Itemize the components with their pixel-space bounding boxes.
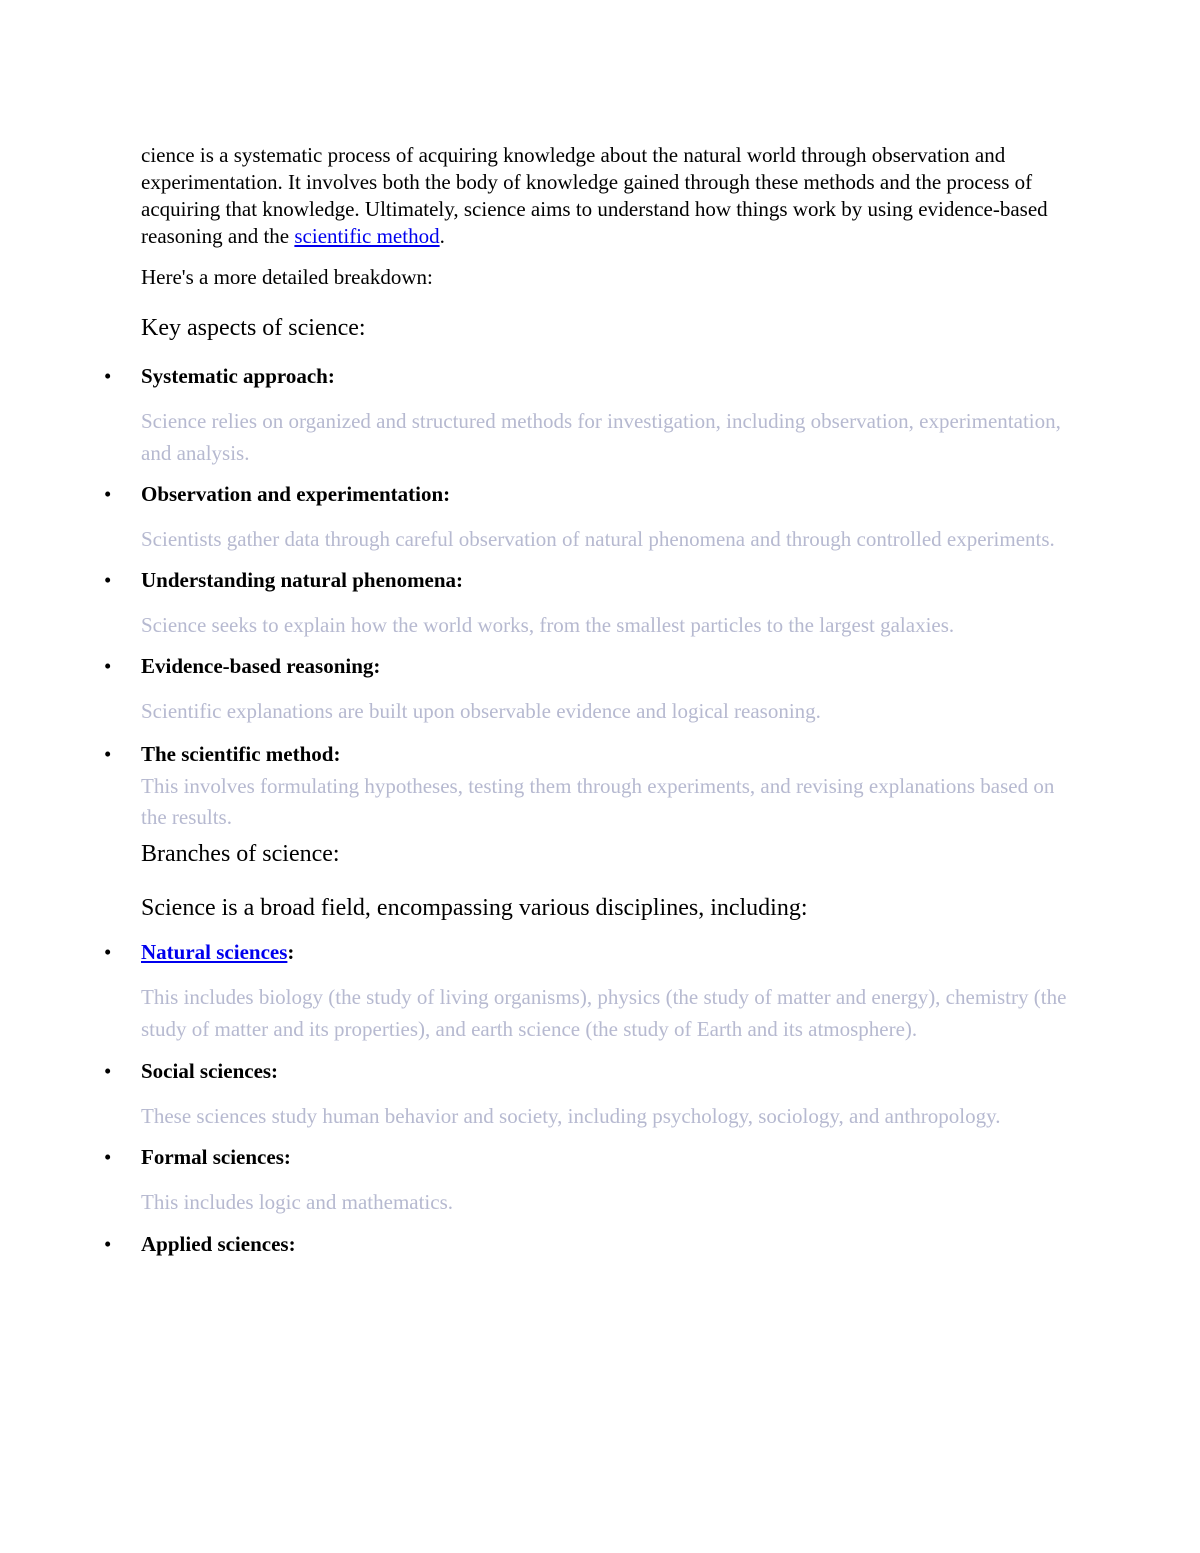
aspect-desc: Science seeks to explain how the world works, from the smallest particles to the largest galaxies.	[141, 613, 955, 637]
aspect-item	[104, 481, 1071, 555]
bullet-icon: •	[104, 742, 112, 766]
aspect-desc: Scientists gather data through careful observation of natural phenomena and through controlled experiments.	[141, 527, 1055, 551]
bullet-icon: •	[104, 654, 112, 678]
aspect-term: Understanding natural phenomena:	[141, 568, 464, 592]
aspect-desc: This involves formulating hypotheses, testing them through experiments, and revising explanations based on the results.	[141, 774, 1055, 829]
bullet-icon: •	[104, 940, 112, 964]
intro-text: cience is a systematic process of acquiring knowledge about the natural world through observation and experimentation. It involves both the body of knowledge gained through these methods and the process of acquiring that knowledge. Ultimately, science aims to understand how things work by using evidence-based reasoning and the	[141, 143, 1048, 248]
branch-item	[104, 1231, 1071, 1258]
branch-term	[141, 939, 1071, 966]
aspect-desc: Scientific explanations are built upon observable evidence and logical reasoning.	[141, 699, 821, 723]
bullet-icon: •	[104, 1145, 112, 1169]
aspect-desc: Science relies on organized and structured methods for investigation, including observation, experimentation, and analysis.	[141, 409, 1061, 465]
branch-desc: This includes biology (the study of living organisms), physics (the study of matter and energy), chemistry (the study of matter and its properties), and earth science (the study of Earth and its atmosphere).	[141, 985, 1067, 1041]
branch-desc: This includes logic and mathematics.	[141, 1190, 454, 1214]
aspects-heading: Key aspects of science:	[141, 315, 366, 341]
branches-heading: Branches of science:	[141, 841, 340, 867]
bullet-icon: •	[104, 1232, 112, 1256]
branch-term: Formal sciences:	[141, 1145, 291, 1169]
aspect-term: The scientific method:	[141, 742, 341, 766]
branch-term-colon: :	[287, 940, 295, 964]
aspect-term: Systematic approach:	[141, 364, 335, 388]
aspect-item	[104, 741, 1071, 833]
aspect-term: Observation and experimentation:	[141, 482, 451, 506]
branches-subheading: Science is a broad field, encompassing various disciplines, including:	[141, 895, 808, 921]
aspect-item	[104, 363, 1071, 469]
intro-paragraph	[141, 142, 1071, 250]
natural-sciences-link[interactable]: Natural sciences	[141, 940, 288, 964]
aspect-term: Evidence-based reasoning:	[141, 654, 381, 678]
bullet-icon: •	[104, 364, 112, 388]
branch-term: Social sciences:	[141, 1059, 279, 1083]
branch-item	[104, 939, 1071, 1045]
branch-term: Applied sciences:	[141, 1232, 296, 1256]
bullet-icon: •	[104, 1059, 112, 1083]
lead-text: Here's a more detailed breakdown:	[141, 265, 433, 289]
intro-end: .	[439, 224, 445, 248]
document-page	[104, 142, 1071, 1258]
bullet-icon: •	[104, 568, 112, 592]
bullet-icon: •	[104, 482, 112, 506]
aspect-item	[104, 653, 1071, 727]
branch-item	[104, 1144, 1071, 1218]
branch-item	[104, 1058, 1071, 1132]
aspect-item	[104, 567, 1071, 641]
branch-desc: These sciences study human behavior and society, including psychology, sociology, and anthropology.	[141, 1104, 1001, 1128]
scientific-method-link[interactable]: scientific method	[294, 224, 440, 248]
